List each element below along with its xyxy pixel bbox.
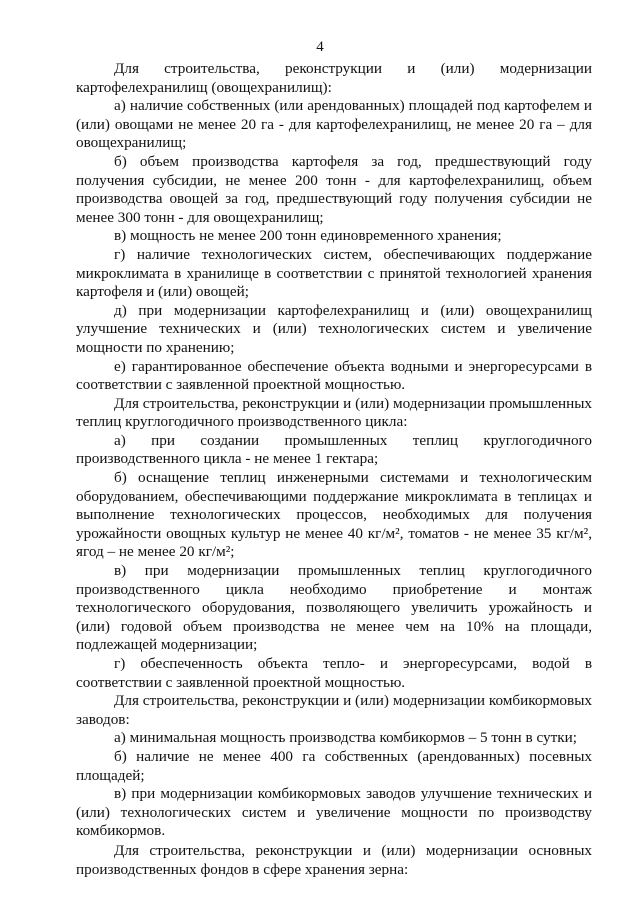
paragraph-greenhouse-b: б) оснащение теплиц инженерными системами и технологическим оборудованием, обеспечивающими поддержание микроклимата в теплицах и выполнение технологических процессов, необходимых для получения урожайности овощных культур не менее 40 кг/м², томатов - не менее 35 кг/м², ягод – не менее 20 кг/м²;	[76, 469, 592, 561]
paragraph-potato-storage-a: а) наличие собственных (или арендованных) площадей под картофелем и (или) овощами не менее 20 га - для картофелехранилищ, не менее 20 га – для овощехранилищ;	[76, 97, 592, 152]
paragraph-grain-storage-intro: Для строительства, реконструкции и (или) модернизации основных производственных фондов в сфере хранения зерна:	[76, 841, 592, 878]
paragraph-greenhouse-v: в) при модернизации промышленных теплиц круглогодичного производственного цикла необходимо приобретение и монтаж технологического оборудования, позволяющего увеличить урожайность и (или) годовой объем производства не менее чем на 10% на площади, подлежащей модернизации;	[76, 562, 592, 654]
paragraph-potato-storage-e: е) гарантированное обеспечение объекта водными и энергоресурсами в соответствии с заявленной проектной мощностью.	[76, 357, 592, 394]
paragraph-potato-storage-intro: Для строительства, реконструкции и (или) модернизации картофелехранилищ (овощехранилищ):	[76, 60, 592, 96]
paragraph-feed-mill-intro: Для строительства, реконструкции и (или) модернизации комбикормовых заводов:	[76, 692, 592, 728]
paragraph-greenhouse-intro: Для строительства, реконструкции и (или) модернизации промышленных теплиц круглогодичного производственного цикла:	[76, 394, 592, 431]
paragraph-greenhouse-g: г) обеспеченность объекта тепло- и энергоресурсами, водой в соответствии с заявленной проектной мощностью.	[76, 655, 592, 691]
paragraph-feed-mill-a: а) минимальная мощность производства комбикормов – 5 тонн в сутки;	[114, 729, 577, 747]
paragraph-potato-storage-g: г) наличие технологических систем, обеспечивающих поддержание микроклимата в хранилище в соответствии с принятой технологией хранения картофеля и (или) овощей;	[76, 245, 592, 301]
page-number: 4	[316, 39, 324, 55]
paragraph-feed-mill-b: б) наличие не менее 400 га собственных (арендованных) посевных площадей;	[76, 747, 592, 784]
paragraph-potato-storage-v: в) мощность не менее 200 тонн единовременного хранения;	[114, 227, 502, 245]
paragraph-greenhouse-a: а) при создании промышленных теплиц круглогодичного производственного цикла - не менее 1 гектара;	[76, 431, 592, 468]
paragraph-potato-storage-b: б) объем производства картофеля за год, предшествующий году получения субсидии, не менее 200 тонн - для картофелехранилищ, объем производства овощей за год, предшествующий году получения субсидии не менее 300 тонн - для овощехранилищ;	[76, 152, 592, 226]
paragraph-feed-mill-v: в) при модернизации комбикормовых заводов улучшение технических и (или) технологических систем и увеличение мощности по производству комбикормов.	[76, 785, 592, 840]
paragraph-potato-storage-d: д) при модернизации картофелехранилищ и (или) овощехранилищ улучшение технических и (или) технологических систем и увеличение мощности по хранению;	[76, 301, 592, 356]
document-body	[76, 60, 592, 879]
